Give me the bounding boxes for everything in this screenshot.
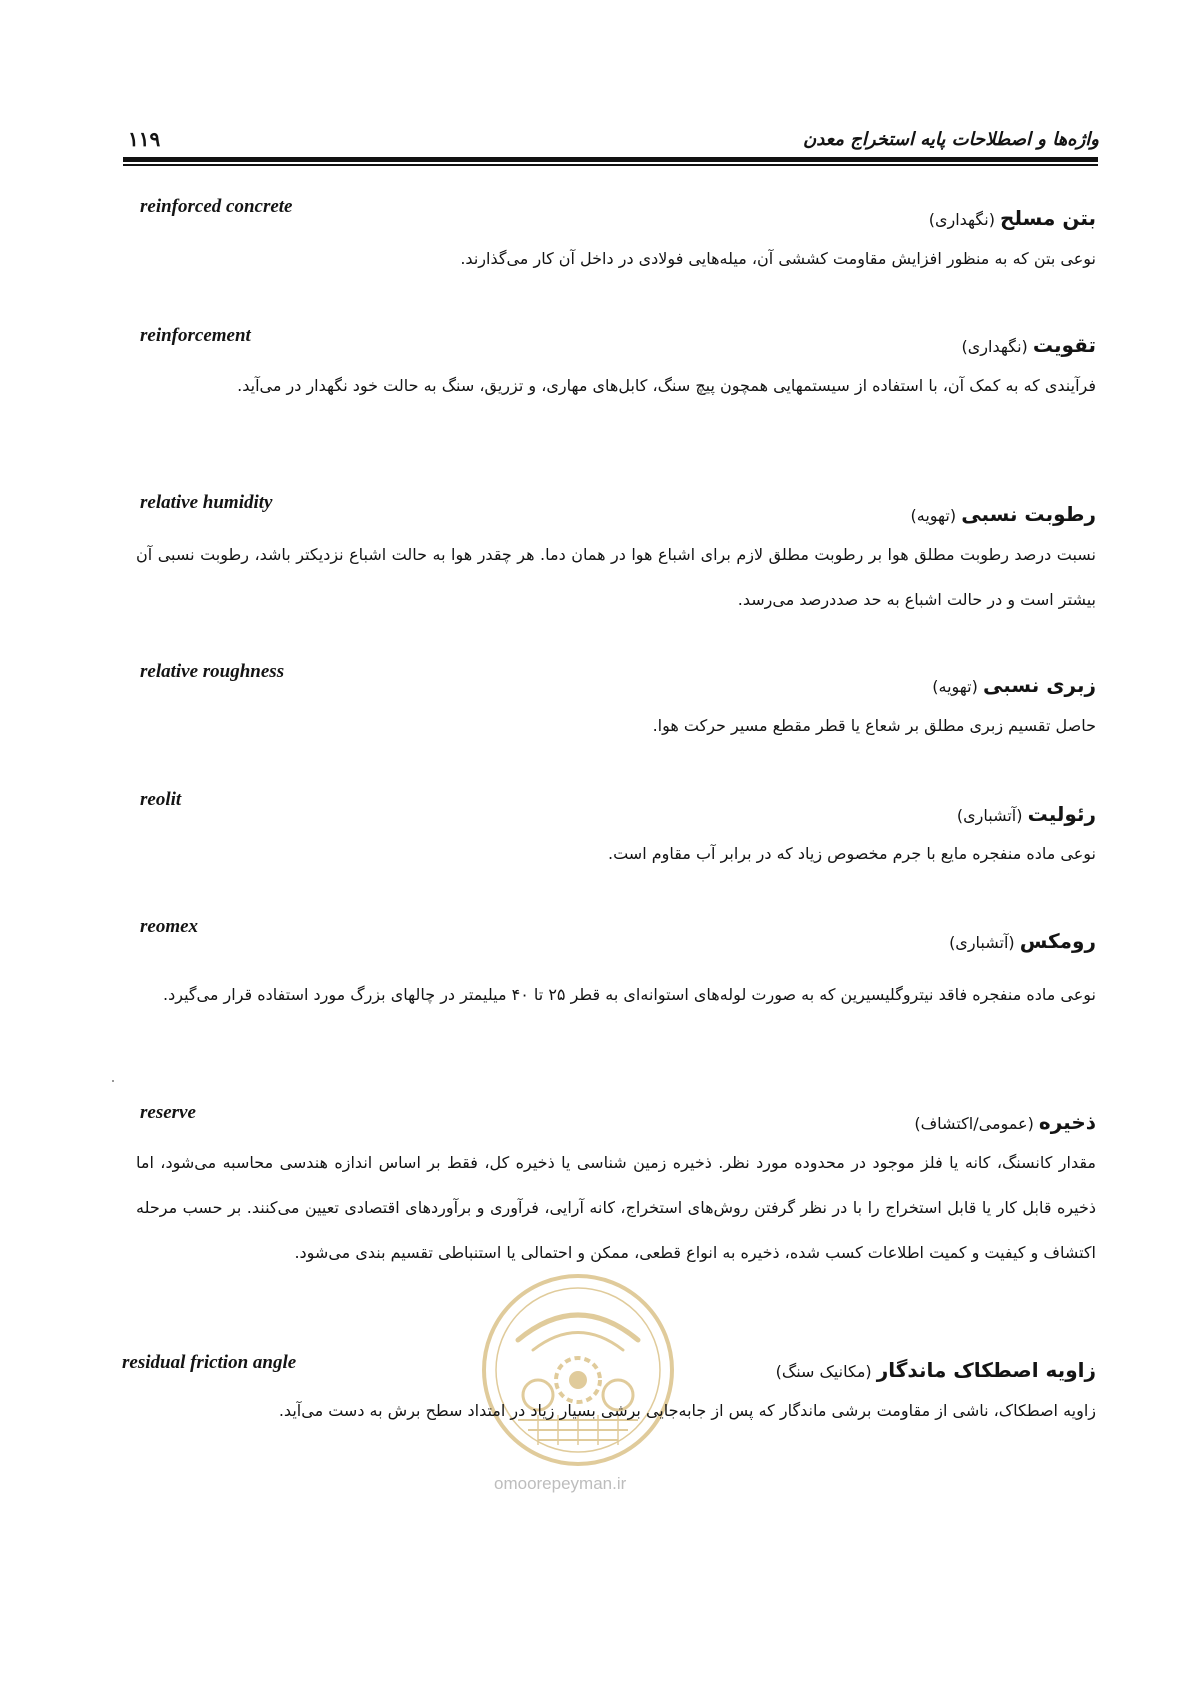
term-english: reomex bbox=[140, 916, 199, 937]
term-persian bbox=[962, 333, 1096, 357]
term-field: (آتشباری) bbox=[949, 933, 1015, 952]
term-persian-word: ذخیره bbox=[1038, 1110, 1096, 1134]
term-english: residual friction angle bbox=[122, 1352, 297, 1373]
term-english: relative humidity bbox=[140, 492, 273, 513]
term-english: reolit bbox=[140, 789, 182, 810]
header-rule-thin bbox=[123, 164, 1098, 166]
term-english: reinforced concrete bbox=[140, 196, 293, 217]
margin-mark bbox=[112, 1080, 114, 1082]
term-persian bbox=[932, 673, 1096, 697]
term-definition: زاویه اصطکاک، ناشی از مقاومت برشی ماندگار که پس از جابه‌جایی برشی بسیار زیاد در امتداد سطح برش به دست می‌آید. bbox=[278, 1401, 1096, 1420]
term-field: (مکانیک سنگ) bbox=[775, 1362, 872, 1381]
term-persian bbox=[911, 502, 1097, 526]
term-persian-word: تقویت bbox=[1032, 333, 1096, 357]
term-field: (آتشباری) bbox=[956, 806, 1023, 825]
term-definition: فرآیندی که به کمک آن، با استفاده از سیستمهایی همچون پیچ سنگ، کابل‌های مهاری، و تزریق، سنگ به حالت خود نگهدار در می‌آید. bbox=[237, 376, 1096, 395]
term-field: (نگهداری) bbox=[961, 337, 1028, 356]
term-persian-word: رطوبت نسبی bbox=[961, 502, 1096, 526]
term-definition: نوعی بتن که به منظور افزایش مقاومت کششی آن، میله‌هایی فولادی در داخل آن کار می‌گذارند. bbox=[460, 249, 1096, 268]
term-field: (عمومی/اکتشاف) bbox=[914, 1114, 1034, 1133]
term-field: (نگهداری) bbox=[928, 210, 995, 229]
term-definition: نوعی ماده منفجره مایع با جرم مخصوص زیاد که در برابر آب مقاوم است. bbox=[607, 844, 1096, 863]
term-persian bbox=[949, 929, 1096, 953]
term-persian-word: رئولیت bbox=[1027, 802, 1096, 826]
term-persian-word: رومکس bbox=[1019, 929, 1096, 953]
term-english: reinforcement bbox=[140, 325, 251, 346]
term-persian bbox=[929, 206, 1096, 230]
term-definition: نسبت درصد رطوبت مطلق هوا بر رطوبت مطلق لازم برای اشباع هوا در همان دما. هر چقدر هوا به حالت اشباع نزدیکتر باشد، رطوبت نسبی آن بیشتر است و در حالت اشباع به حد صددرصد می‌رسد. bbox=[136, 545, 1096, 609]
term-field: (تهویه) bbox=[932, 677, 978, 696]
header-rule-thick bbox=[123, 157, 1098, 162]
term-definition: حاصل تقسیم زبری مطلق بر شعاع یا قطر مقطع مسیر حرکت هوا. bbox=[652, 716, 1096, 735]
term-persian-word: زبری نسبی bbox=[982, 673, 1096, 697]
term-persian bbox=[776, 1358, 1096, 1382]
term-definition: نوعی ماده منفجره فاقد نیتروگلیسیرین که به صورت لوله‌های استوانه‌ای به قطر ۲۵ تا ۴۰ میلیمتر در چالهای بزرگ مورد استفاده قرار می‌گیرد. bbox=[163, 985, 1096, 1004]
running-header-title: واژه‌ها و اصطلاحات پایه استخراج معدن bbox=[803, 129, 1099, 150]
term-english: reserve bbox=[140, 1102, 196, 1123]
term-persian-word: بتن مسلح bbox=[1000, 206, 1096, 230]
term-definition: مقدار کانسنگ، کانه یا فلز موجود در محدوده مورد نظر. ذخیره زمین شناسی یا ذخیره کل، فقط بر اساس اندازه هندسی محاسبه می‌شود، اما ذخیره قابل کار یا قابل استخراج را با در نظر گرفتن روش‌های استخراج، کانه آرایی، فرآوری و برآوردهای اقتصادی تعیین می‌کنند. بر حسب مرحله اکتشاف و کیفیت و کمیت اطلاعات کسب شده، ذخیره به انواع قطعی، ممکن و احتمالی یا استنباطی تقسیم بندی می‌شود. bbox=[136, 1153, 1096, 1262]
page-number: ۱۱۹ bbox=[128, 127, 161, 151]
term-persian-word: زاویه اصطکاک ماندگار bbox=[876, 1358, 1096, 1382]
watermark-url: omoorepeyman.ir bbox=[494, 1474, 627, 1493]
term-english: relative roughness bbox=[140, 661, 285, 682]
term-persian bbox=[957, 802, 1096, 826]
term-persian bbox=[914, 1110, 1096, 1134]
watermark-seal-icon bbox=[478, 1270, 678, 1470]
term-field: (تهویه) bbox=[910, 506, 957, 525]
